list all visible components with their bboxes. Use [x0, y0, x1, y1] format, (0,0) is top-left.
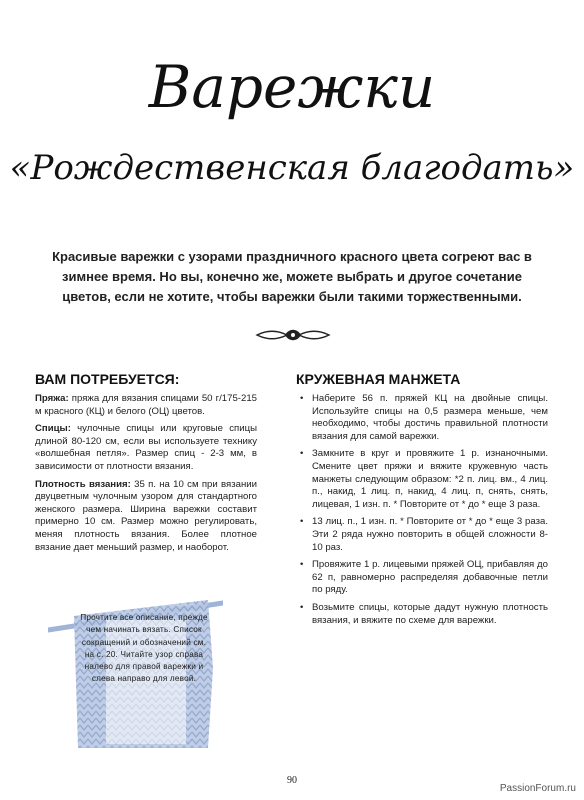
needles-text: чулочные спицы или круговые спицы длиной 80-120 см, если вы используете технику «волшебная петля». Размер спиц - 2-3 мм, в зависимости от плотности вязания. [35, 423, 257, 472]
step-item: • Провяжите 1 р. лицевыми пряжей ОЦ, прибавляя до 62 п, равномерно распределяя добавочные петли по ряду. [296, 559, 548, 597]
title-line-1: Варежки [148, 53, 436, 121]
page-number: 90 [287, 775, 297, 786]
lace-cuff-steps [296, 393, 548, 627]
lace-cuff-section [296, 371, 548, 632]
step-item: • Замкните в круг и провяжите 1 р. изнаночными. Смените цвет пряжи и вяжите кружевную часть манжеты следующим образом: *2 п. лиц. вм., 4 лиц. п., накид, 1 лиц. п, накид, 4 лиц. п, снять, снять, лицевая, 1 изн. п. * Повторите от * до * еще 3 раза. [296, 448, 548, 511]
title-line-2: «Рождественская благодать» [9, 148, 575, 188]
step-item: • 13 лиц. п., 1 изн. п. * Повторите от * до * еще 3 раза. Эти 2 ряда нужно повторить в общей сложности 8-10 раз. [296, 516, 548, 554]
materials-section [35, 371, 257, 559]
lace-cuff-heading: КРУЖЕВНАЯ МАНЖЕТА [296, 371, 461, 387]
ornament-divider [255, 326, 331, 344]
watermark: PassionForum.ru [499, 783, 576, 794]
step-item: • Возьмите спицы, которые дадут нужную плотность вязания, и вяжите по схеме для варежки. [296, 602, 548, 627]
yarn-label: Пряжа: [35, 393, 69, 404]
materials-heading: ВАМ ПОТРЕБУЕТСЯ: [35, 371, 180, 387]
gauge-text: 35 п. на 10 см при вязании двуцветным чулочным узором для стандартного женского размера. Ширина варежки составит примерно 10 см. Размер можно регулировать, меняя плотность вязания. Более плотное вязание дает меньший размер, и наоборот. [35, 478, 257, 553]
instructions-note: Прочтите все описание, прежде чем начинать вязать. Список сокращений и обозначений см. на с. 20. Читайте узор справа налево для правой варежки и слева направо для левой. [80, 613, 208, 684]
yarn-text: пряжа для вязания спицами 50 г/175-215 м красного (КЦ) и белого (ОЦ) цветов. [35, 393, 257, 417]
gauge-label: Плотность вязания: [35, 478, 131, 490]
step-item: • Наберите 56 п. пряжей КЦ на двойные спицы. Используйте спицы на 0,5 размера меньше, чем необходимо, чтобы достичь правильной плотности вязания для самой варежки. [296, 393, 548, 443]
gauge-paragraph [35, 479, 257, 555]
intro-text: Красивые варежки с узорами праздничного красного цвета согреют вас в зимнее время. Но вы, конечно же, можете выбрать и другое сочетание цветов, если не хотите, чтобы варежки были такими торжественными. [52, 249, 532, 304]
needles-label: Спицы: [35, 423, 71, 435]
yarn-paragraph [35, 393, 257, 418]
needles-paragraph [35, 423, 257, 473]
